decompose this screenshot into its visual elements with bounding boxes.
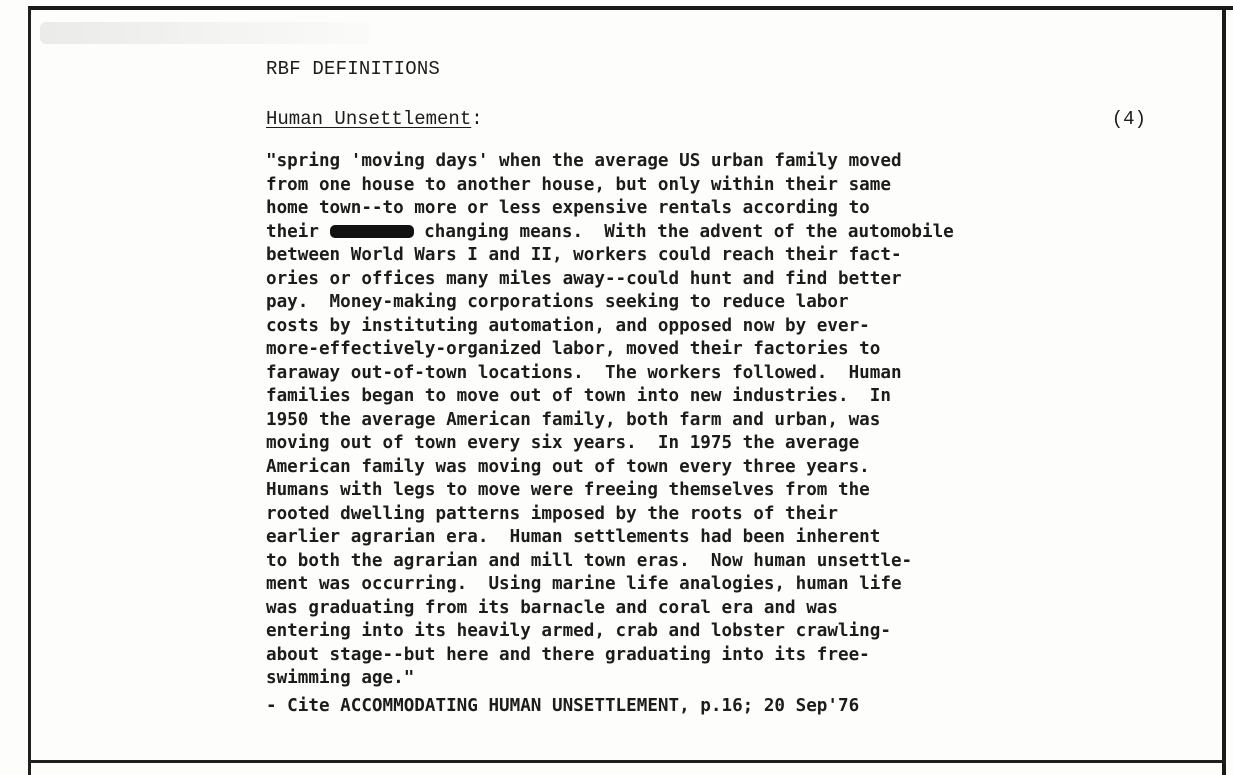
- body-line: Humans with legs to move were freeing themselves from the: [266, 480, 870, 500]
- frame-border-bottom: [28, 760, 1226, 763]
- body-line: home town--to more or less expensive rentals according to: [266, 198, 870, 218]
- body-line: more-effectively-organized labor, moved their factories to: [266, 339, 881, 359]
- body-line: to both the agrarian and mill town eras. Now human unsettle-: [266, 550, 913, 571]
- body-line: from one house to another house, but only within their same: [266, 174, 891, 195]
- body-line: 1950 the average American family, both farm and urban, was: [266, 409, 881, 430]
- body-line: faraway out-of-town locations. The workers followed. Human: [266, 362, 902, 383]
- body-line: costs by instituting automation, and opposed now by ever-: [266, 315, 870, 336]
- body-line: families began to move out of town into new industries. In: [266, 386, 891, 406]
- body-line: rooted dwelling patterns imposed by the roots of their: [266, 503, 838, 524]
- citation: - Cite ACCOMMODATING HUMAN UNSETTLEMENT, p.16; 20 Sep'76: [266, 695, 860, 716]
- frame-border-right: [1222, 6, 1226, 775]
- frame-border-left: [28, 8, 31, 775]
- definition-body: [266, 150, 1156, 691]
- body-line: moving out of town every six years. In 1975 the average: [266, 433, 860, 453]
- body-line: was graduating from its barnacle and coral era and was: [266, 597, 838, 618]
- term-title: Human Unsettlement: [266, 108, 472, 130]
- redaction-mark: [330, 225, 414, 238]
- body-line: pay. Money-making corporations seeking to reduce labor: [266, 292, 849, 312]
- body-line: their: [266, 221, 319, 242]
- body-line: about stage--but here and there graduating into its free-: [266, 644, 870, 665]
- body-line: ories or offices many miles away--could hunt and find better: [266, 268, 902, 289]
- body-line: American family was moving out of town every three years.: [266, 456, 870, 477]
- definition-card: [266, 58, 1156, 719]
- scan-smudge: [40, 22, 370, 44]
- body-line: "spring 'moving days' when the average US urban family moved: [266, 151, 902, 171]
- body-line: entering into its heavily armed, crab and lobster crawling-: [266, 621, 891, 641]
- body-line: swimming age.": [266, 668, 415, 688]
- term-row: [266, 108, 1156, 150]
- frame-border-top: [28, 6, 1233, 10]
- body-line: changing means. With the advent of the automobile: [413, 221, 954, 242]
- body-line: between World Wars I and II, workers could reach their fact-: [266, 245, 902, 265]
- page-number: (4): [1111, 108, 1146, 130]
- body-line: ment was occurring. Using marine life analogies, human life: [266, 574, 902, 594]
- document-header: RBF DEFINITIONS: [266, 58, 441, 80]
- term-colon: :: [471, 108, 483, 130]
- body-line: earlier agrarian era. Human settlements had been inherent: [266, 527, 881, 547]
